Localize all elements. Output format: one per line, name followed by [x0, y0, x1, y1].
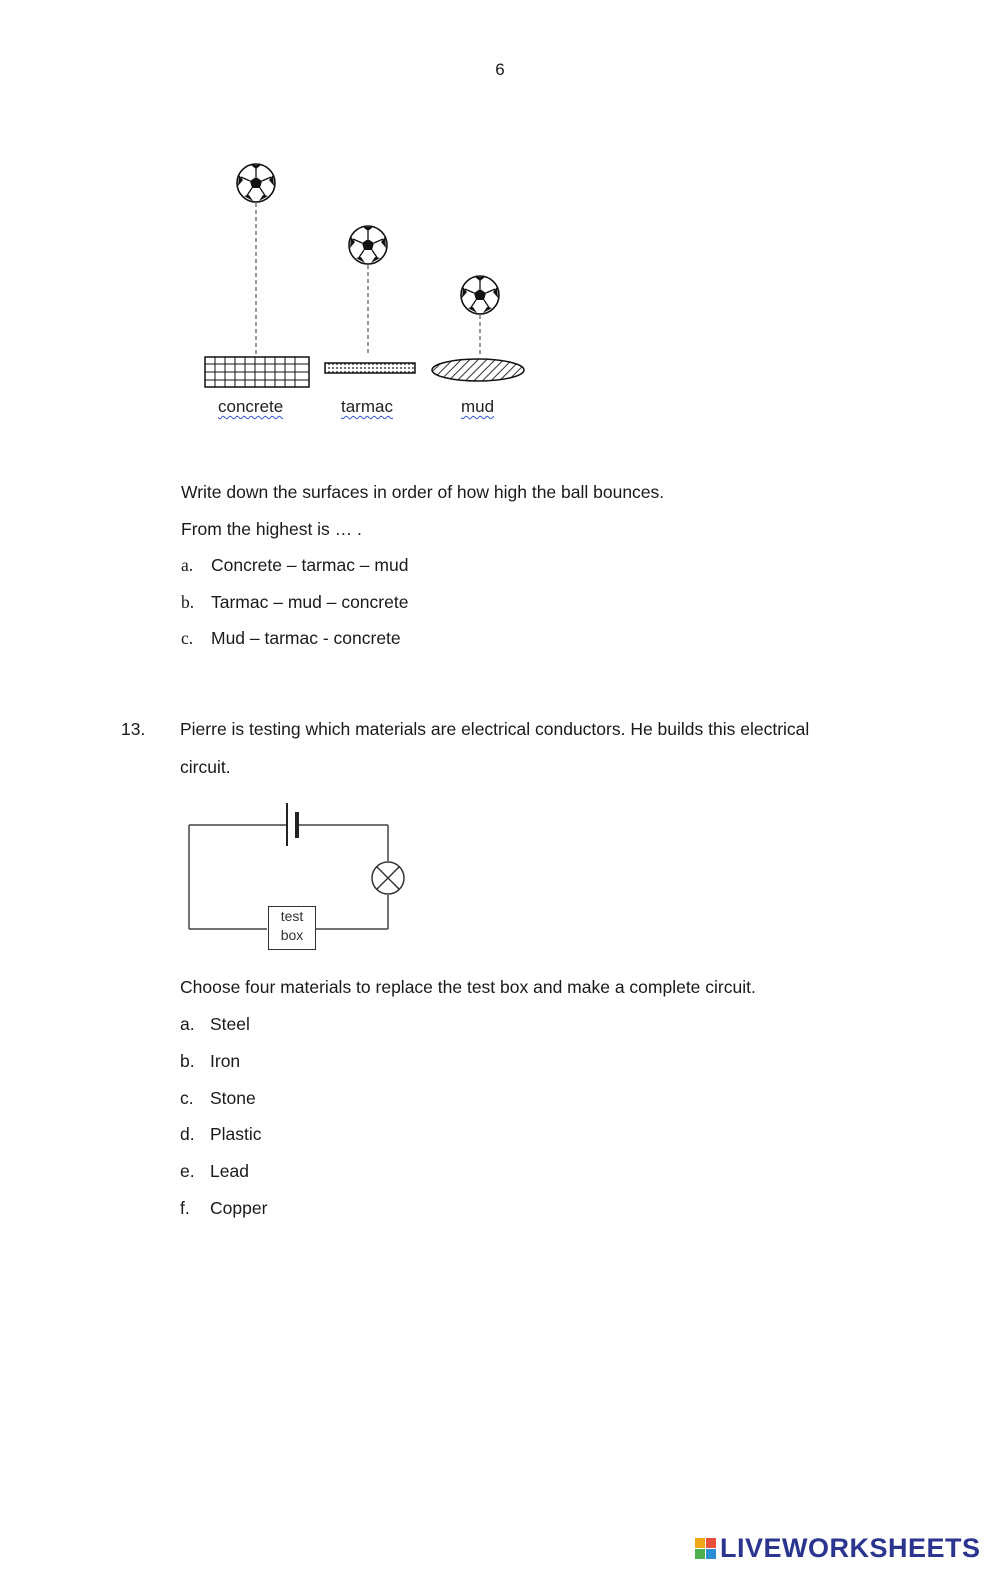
q13-instruction: Choose four materials to replace the test box and make a complete circuit. [180, 977, 756, 997]
option-letter: b. [181, 592, 195, 612]
ball-concrete [237, 164, 275, 355]
tarmac-block [325, 363, 415, 373]
surface-label-mud: mud [461, 397, 495, 416]
q13-option-b[interactable] [180, 1051, 240, 1072]
option-text: Steel [210, 1014, 250, 1034]
q12-prompt: Write down the surfaces in order of how high the ball bounces. [181, 482, 665, 502]
logo-tile [706, 1538, 716, 1548]
test-box-line1: test [280, 908, 304, 924]
q13-prompt-line2: circuit. [180, 757, 231, 777]
q12-subprompt: From the highest is … . [181, 519, 362, 539]
surface-label-tarmac: tarmac [341, 397, 393, 416]
option-text: Plastic [210, 1124, 262, 1144]
q13-prompt-line1: Pierre is testing which materials are electrical conductors. He builds this electrical [180, 719, 810, 739]
q13-option-d[interactable] [180, 1124, 262, 1145]
q13-number: 13. [121, 719, 146, 739]
logo-tile [695, 1549, 705, 1559]
concrete-block [205, 357, 309, 387]
option-letter: e. [180, 1161, 195, 1181]
test-box [268, 906, 316, 950]
q12-option-c[interactable] [181, 628, 401, 649]
option-letter: c. [180, 1088, 194, 1108]
logo-tile [695, 1538, 705, 1548]
logo-mark-icon [695, 1538, 716, 1559]
q13-option-c[interactable] [180, 1088, 256, 1109]
test-box-line2: box [280, 927, 304, 943]
option-letter: f. [180, 1198, 190, 1218]
q13-option-f[interactable] [180, 1198, 267, 1219]
option-text: Copper [210, 1198, 268, 1218]
logo-tile [706, 1549, 716, 1559]
ball-tarmac [349, 226, 387, 353]
surface-label-concrete: concrete [218, 397, 284, 416]
option-text: Concrete – tarmac – mud [211, 555, 409, 575]
ball-mud [461, 276, 499, 355]
option-letter: a. [181, 555, 194, 575]
q12-option-a[interactable] [181, 555, 408, 576]
option-letter: a. [180, 1014, 195, 1034]
q12-option-b[interactable] [181, 592, 408, 613]
battery-symbol [287, 803, 297, 846]
option-text: Lead [210, 1161, 249, 1181]
q13-option-e[interactable] [180, 1161, 249, 1182]
mud-block [432, 359, 524, 381]
lamp-symbol [372, 862, 404, 894]
option-text: Tarmac – mud – concrete [211, 592, 409, 612]
option-text: Mud – tarmac - concrete [211, 628, 401, 648]
q13-option-a[interactable] [180, 1014, 250, 1035]
logo-text: LIVEWORKSHEETS [720, 1532, 981, 1563]
option-letter: c. [181, 628, 194, 648]
option-text: Iron [210, 1051, 241, 1071]
option-letter: d. [180, 1124, 195, 1144]
liveworksheets-logo[interactable] [695, 1532, 981, 1564]
option-letter: b. [180, 1051, 195, 1071]
page-number: 6 [495, 60, 505, 79]
bounce-figure [195, 150, 535, 390]
option-text: Stone [210, 1088, 256, 1108]
